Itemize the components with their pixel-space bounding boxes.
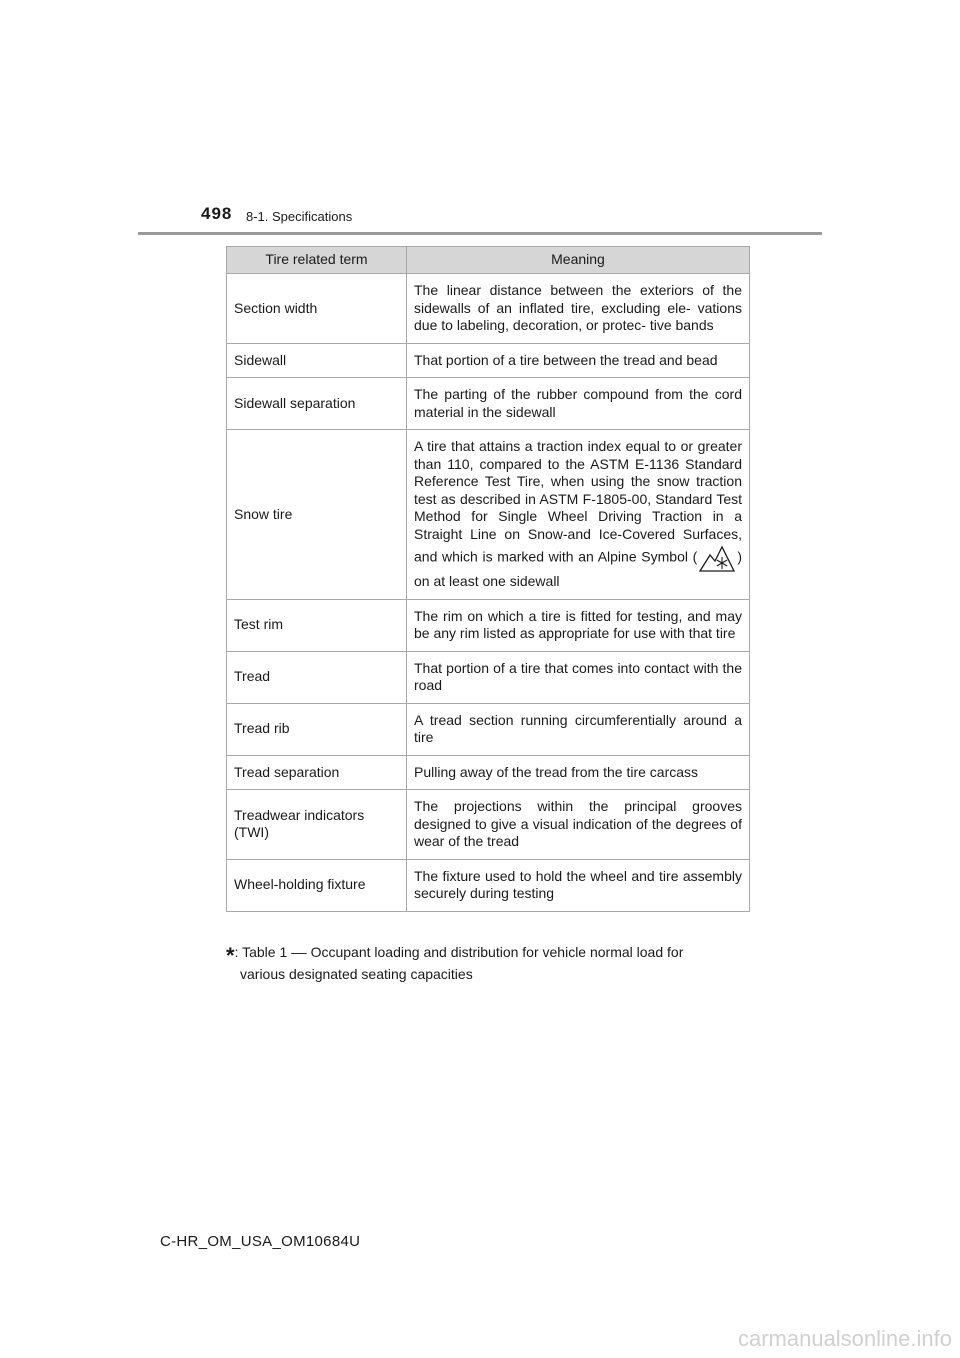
meaning-cell: That portion of a tire between the tread and bead — [407, 343, 750, 378]
column-header-meaning: Meaning — [407, 247, 750, 274]
meaning-cell: The linear distance between the exteriors of the sidewalls of an inflated tire, excluding ele- vations due to labeling, decoration, or protec- tive bands — [407, 274, 750, 344]
meaning-cell: The parting of the rubber compound from the cord material in the sidewall — [407, 378, 750, 430]
term-cell: Test rim — [227, 599, 407, 651]
term-cell: Snow tire — [227, 430, 407, 600]
watermark: carmanualsonline.info — [737, 1326, 952, 1351]
table-row — [227, 859, 750, 911]
section-title: 8-1. Specifications — [246, 209, 353, 224]
footnote — [226, 943, 750, 983]
footnote-line-1: : Table 1 –– Occupant loading and distribution for vehicle normal load for — [234, 944, 684, 960]
footnote-marker: * — [226, 943, 235, 968]
table-row — [227, 343, 750, 378]
term-cell: Treadwear indicators (TWI) — [227, 790, 407, 860]
tire-terms-table — [226, 246, 750, 912]
table-row — [227, 430, 750, 600]
column-header-term: Tire related term — [227, 247, 407, 274]
header-rule — [138, 232, 822, 235]
table-row — [227, 651, 750, 703]
term-cell: Tread — [227, 651, 407, 703]
snow-tire-meaning-text: A tire that attains a traction index equal to or greater than 110, compared to the ASTM E-1136 Standard Reference Test Tire, when using the snow traction test as described in ASTM F-1805-00, Standard Test Method for Single Wheel Driving Traction in a Straight Line on Snow-and Ice-Covered Surfaces, and which is marked with an Alpine Symbol ( — [414, 438, 742, 565]
snow-tire-meaning-tail: ) on at least one sidewall — [414, 548, 742, 589]
term-cell: Wheel-holding fixture — [227, 859, 407, 911]
term-cell: Tread rib — [227, 703, 407, 755]
meaning-cell: That portion of a tire that comes into contact with the road — [407, 651, 750, 703]
meaning-cell: The rim on which a tire is fitted for testing, and may be any rim listed as appropriate for use with that tire — [407, 599, 750, 651]
table-row — [227, 378, 750, 430]
meaning-cell — [407, 430, 750, 600]
term-cell: Section width — [227, 274, 407, 344]
table-row — [227, 755, 750, 790]
term-cell: Sidewall separation — [227, 378, 407, 430]
term-cell: Sidewall — [227, 343, 407, 378]
term-cell: Tread separation — [227, 755, 407, 790]
table-row — [227, 790, 750, 860]
meaning-cell: The projections within the principal grooves designed to give a visual indication of the degrees of wear of the tread — [407, 790, 750, 860]
page-number: 498 — [201, 204, 233, 223]
meaning-cell: The fixture used to hold the wheel and tire assembly securely during testing — [407, 859, 750, 911]
table-row — [227, 599, 750, 651]
table-row — [227, 274, 750, 344]
footer-document-code: C-HR_OM_USA_OM10684U — [160, 1233, 361, 1250]
table-header-row — [227, 247, 750, 274]
footnote-line-2: various designated seating capacities — [240, 966, 473, 982]
meaning-cell: A tread section running circumferentially around a tire — [407, 703, 750, 755]
table-row — [227, 703, 750, 755]
alpine-symbol-icon — [699, 543, 735, 573]
meaning-cell: Pulling away of the tread from the tire carcass — [407, 755, 750, 790]
